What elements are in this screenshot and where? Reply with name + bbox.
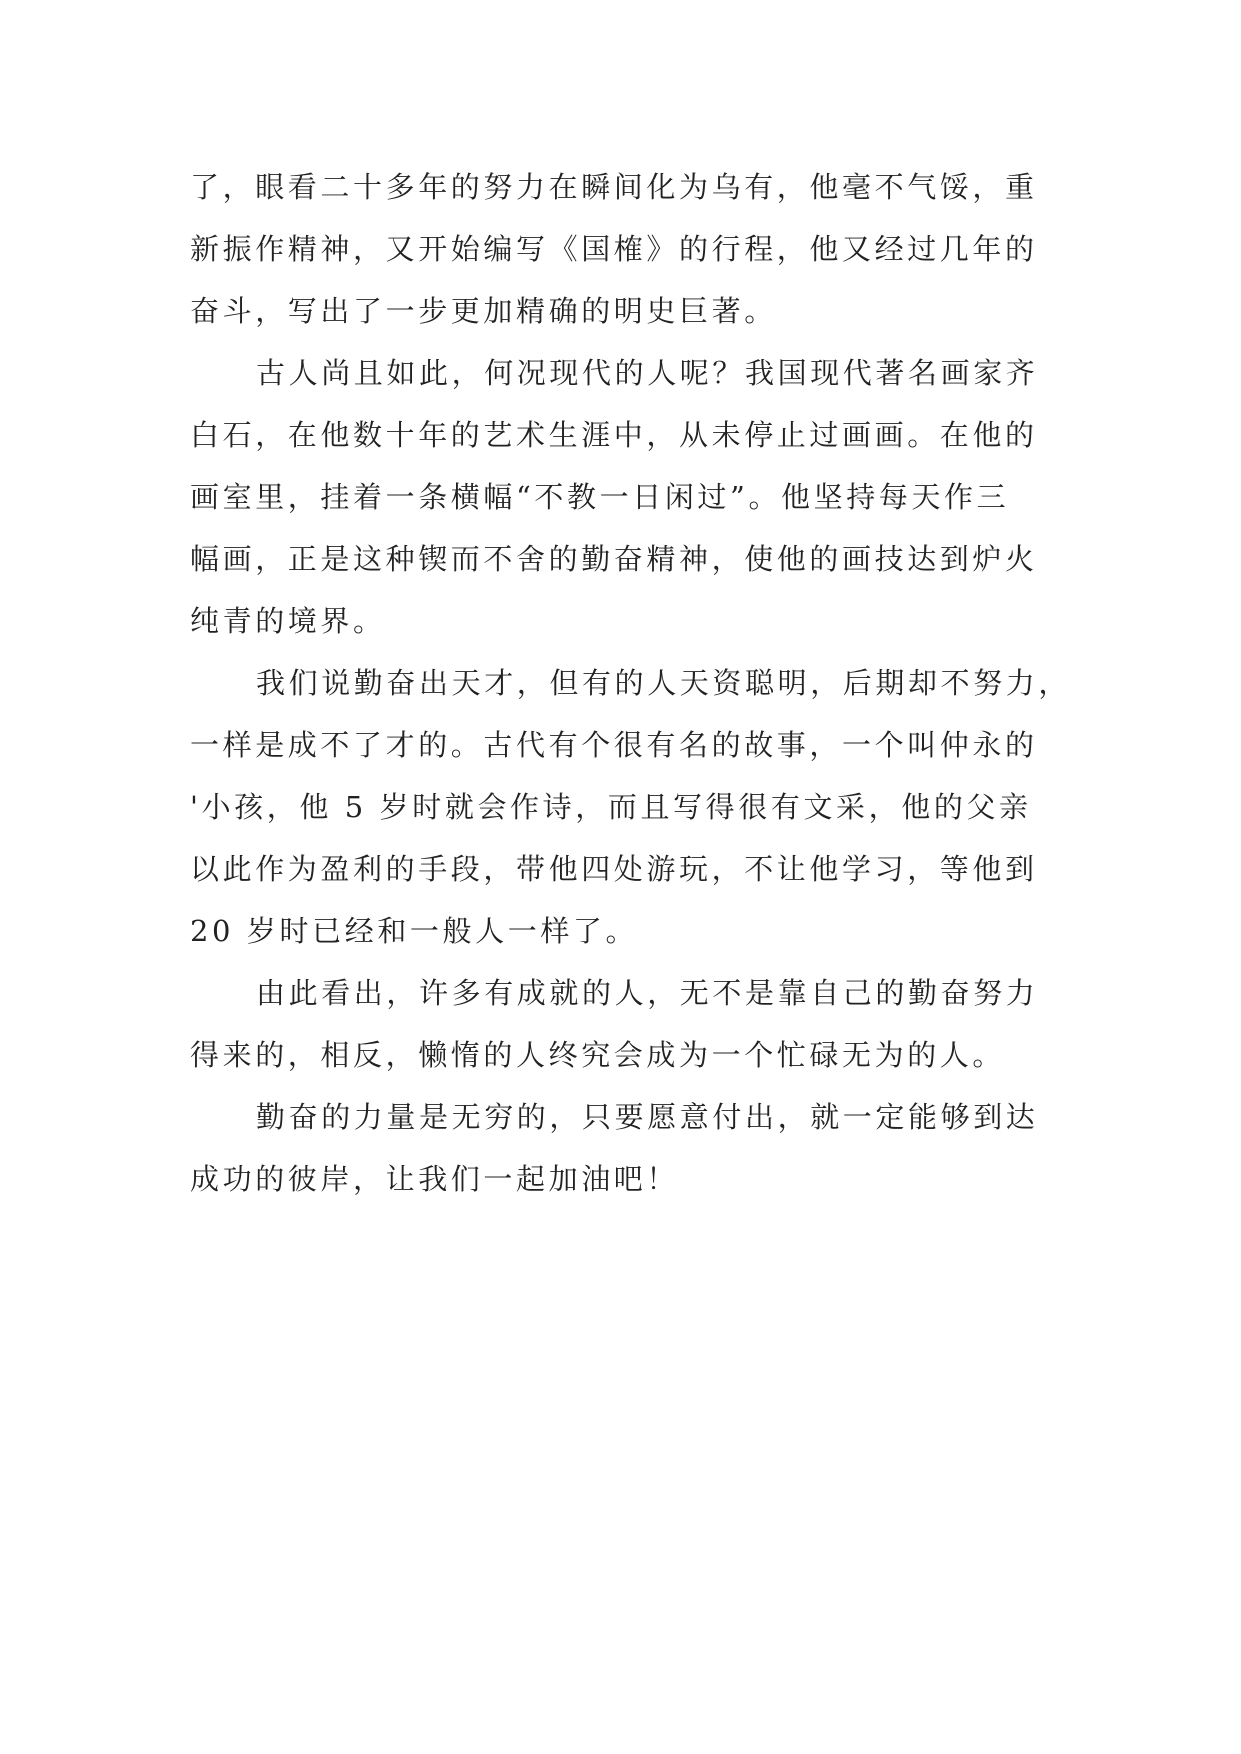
- paragraph-first-line: 由此看出，许多有成就的人，无不是靠自己的勤奋努力: [256, 976, 1039, 1010]
- text-line: 画室里，挂着一条横幅“不教一日闲过”。他坚持每天作三: [190, 480, 1010, 514]
- paragraph-first-line: 勤奋的力量是无穷的，只要愿意付出，就一定能够到达: [256, 1100, 1039, 1134]
- text-line: 以此作为盈利的手段，带他四处游玩，不让他学习，等他到: [190, 852, 1038, 886]
- text-line: 幅画，正是这种锲而不舍的勤奋精神，使他的画技达到炉火: [190, 542, 1038, 576]
- text-line: 了，眼看二十多年的努力在瞬间化为乌有，他毫不气馁，重: [190, 170, 1038, 204]
- text-line: 一样是成不了才的。古代有个很有名的故事，一个叫仲永的: [190, 728, 1038, 762]
- text-line: 得来的，相反，懒惰的人终究会成为一个忙碌无为的人。: [190, 1038, 1006, 1072]
- text-line: 白石，在他数十年的艺术生涯中，从未停止过画画。在他的: [190, 418, 1038, 452]
- text-line: 20 岁时已经和一般人一样了。: [190, 914, 639, 948]
- text-line: '小孩，他 5 岁时就会作诗，而且写得很有文采，他的父亲: [190, 790, 1032, 824]
- paragraph-first-line: 我们说勤奋出天才，但有的人天资聪明，后期却不努力，: [256, 666, 1072, 700]
- text-line: 新振作精神，又开始编写《国榷》的行程，他又经过几年的: [190, 232, 1038, 266]
- document-body: [190, 156, 1072, 1210]
- text-line: 纯青的境界。: [190, 604, 386, 638]
- text-line: 成功的彼岸，让我们一起加油吧！: [190, 1162, 680, 1196]
- paragraph-first-line: 古人尚且如此，何况现代的人呢？我国现代著名画家齐: [256, 356, 1039, 390]
- text-line: 奋斗，写出了一步更加精确的明史巨著。: [190, 294, 777, 328]
